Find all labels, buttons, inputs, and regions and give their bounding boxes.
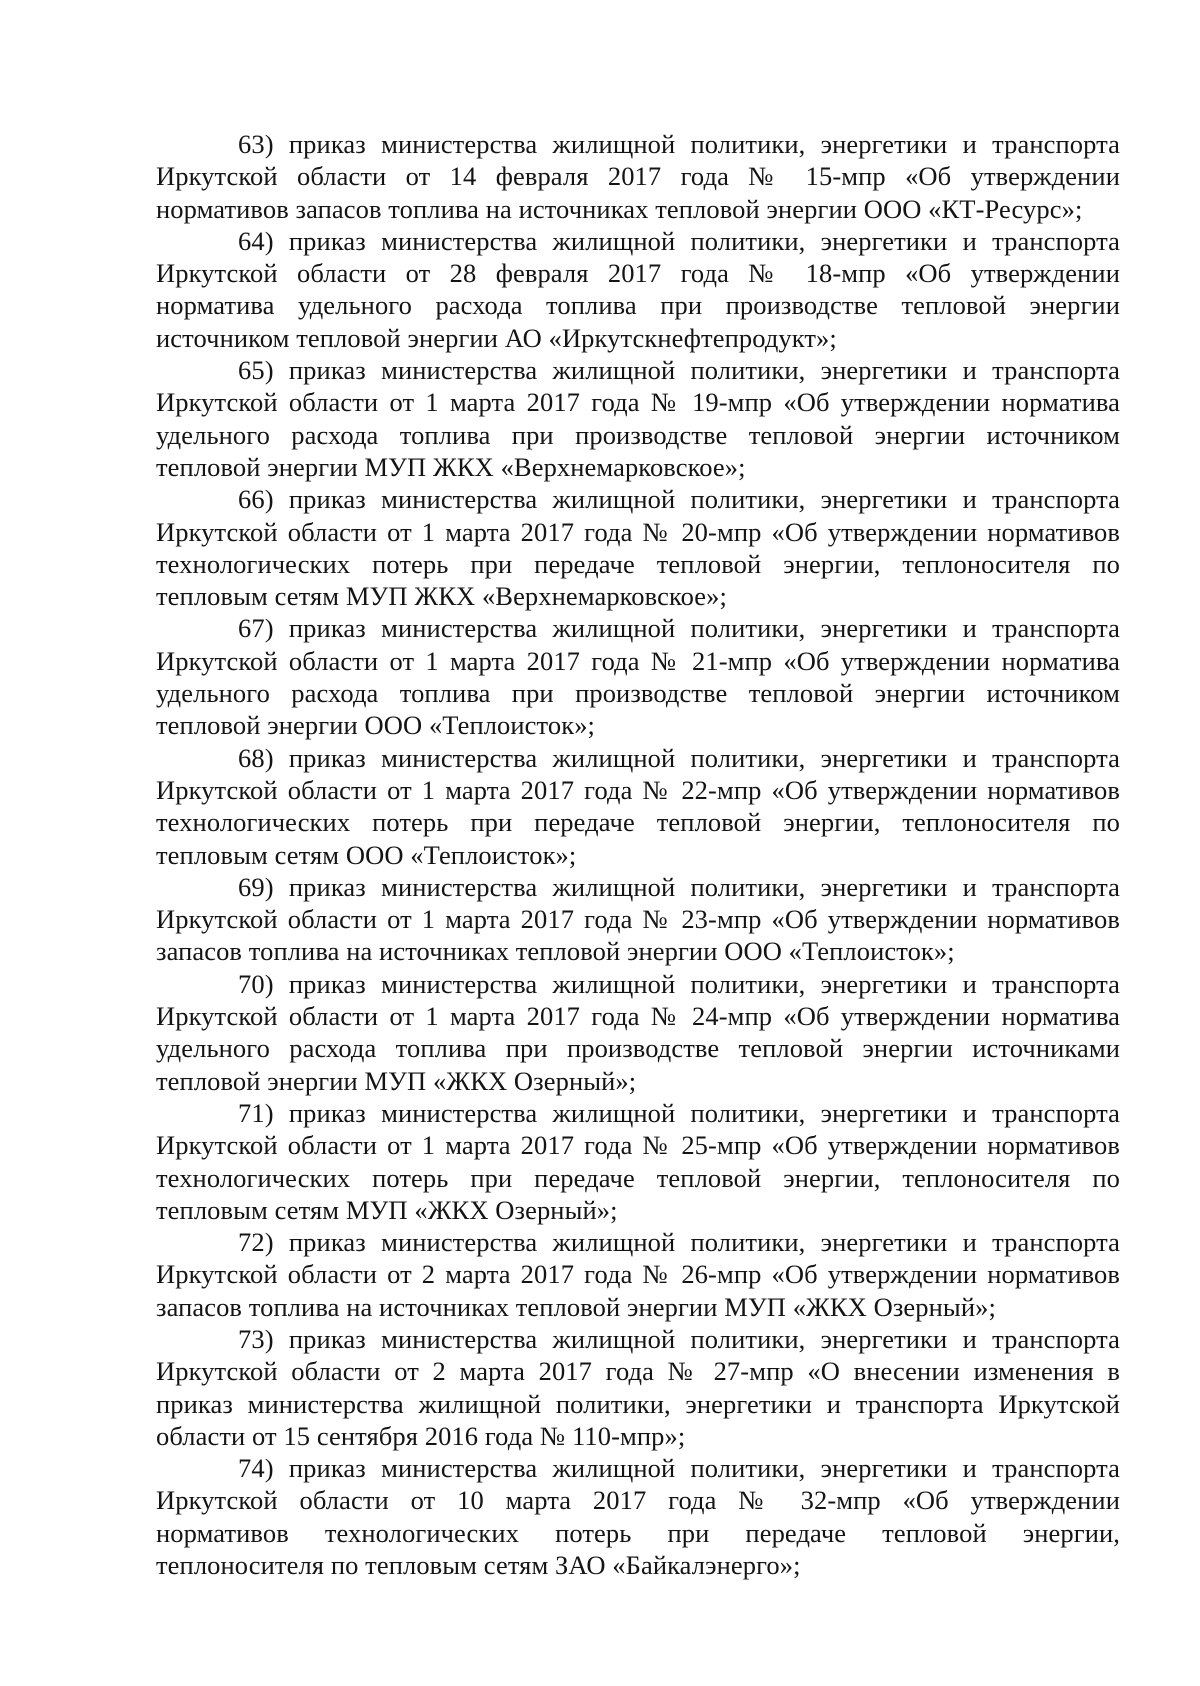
text-line: технологических потерь при передаче тепловой энергии, теплоносителя по	[156, 807, 1120, 838]
text-line: 74) приказ министерства жилищной политики, энергетики и транспорта	[238, 1453, 1120, 1484]
text-line: тепловым сетям МУП ЖКХ «Верхнемарковское»;	[156, 581, 727, 612]
text-line: 72) приказ министерства жилищной политики, энергетики и транспорта	[238, 1227, 1120, 1258]
text-line: технологических потерь при передаче тепловой энергии, теплоносителя по	[156, 548, 1120, 579]
text-line: удельного расхода топлива при производстве тепловой энергии источником	[156, 678, 1120, 709]
list-item	[156, 742, 1120, 871]
text-line: тепловой энергии МУП ЖКХ «Верхнемарковское»;	[156, 451, 746, 482]
text-line: приказ министерства жилищной политики, энергетики и транспорта Иркутской	[156, 1388, 1120, 1419]
text-line: Иркутской области от 1 марта 2017 года № 21-мпр «Об утверждении норматива	[156, 645, 1120, 676]
text-line: Иркутской области от 1 марта 2017 года № 23-мпр «Об утверждении нормативов	[156, 904, 1120, 935]
text-line: запасов топлива на источниках тепловой энергии МУП «ЖКХ Озерный»;	[156, 1291, 996, 1322]
text-line: Иркутской области от 28 февраля 2017 года № 18-мпр «Об утверждении	[156, 258, 1120, 289]
list-item	[156, 483, 1120, 612]
list-item	[156, 968, 1120, 1097]
text-line: тепловой энергии ООО «Теплоисток»;	[156, 710, 596, 741]
list-item	[156, 871, 1120, 968]
text-line: Иркутской области от 1 марта 2017 года № 19-мпр «Об утверждении норматива	[156, 387, 1120, 418]
text-line: Иркутской области от 1 марта 2017 года № 22-мпр «Об утверждении нормативов	[156, 774, 1120, 805]
text-line: Иркутской области от 14 февраля 2017 года № 15-мпр «Об утверждении	[156, 161, 1120, 192]
text-line: Иркутской области от 2 марта 2017 года № 27-мпр «О внесении изменения в	[156, 1356, 1120, 1387]
list-item	[156, 128, 1120, 225]
text-line: 69) приказ министерства жилищной политики, энергетики и транспорта	[238, 871, 1120, 902]
list-item	[156, 1226, 1120, 1323]
text-line: 68) приказ министерства жилищной политики, энергетики и транспорта	[238, 742, 1120, 773]
text-line: 67) приказ министерства жилищной политики, энергетики и транспорта	[238, 613, 1120, 644]
list-item	[156, 225, 1120, 354]
text-line: технологических потерь при передаче тепловой энергии, теплоносителя по	[156, 1162, 1120, 1193]
text-line: тепловой энергии МУП «ЖКХ Озерный»;	[156, 1065, 637, 1096]
text-line: 66) приказ министерства жилищной политики, энергетики и транспорта	[238, 484, 1120, 515]
text-line: теплоносителя по тепловым сетям ЗАО «Байкалэнерго»;	[156, 1550, 801, 1581]
list-item	[156, 1452, 1120, 1581]
text-line: 63) приказ министерства жилищной политики, энергетики и транспорта	[238, 129, 1120, 159]
text-line: удельного расхода топлива при производстве тепловой энергии источниками	[156, 1033, 1120, 1064]
text-line: Иркутской области от 1 марта 2017 года № 20-мпр «Об утверждении нормативов	[156, 516, 1120, 547]
text-line: нормативов запасов топлива на источниках тепловой энергии ООО «КТ-Ресурс»;	[156, 193, 1083, 224]
text-line: 73) приказ министерства жилищной политики, энергетики и транспорта	[238, 1323, 1120, 1354]
list-item	[156, 612, 1120, 741]
text-line: 71) приказ министерства жилищной политики, энергетики и транспорта	[238, 1097, 1120, 1128]
text-line: тепловым сетям ООО «Теплоисток»;	[156, 839, 577, 870]
text-line: 70) приказ министерства жилищной политики, энергетики и транспорта	[238, 968, 1120, 999]
text-line: области от 15 сентября 2016 года № 110-мпр»;	[156, 1420, 686, 1451]
text-line: 64) приказ министерства жилищной политики, энергетики и транспорта	[238, 225, 1120, 256]
text-line: Иркутской области от 2 марта 2017 года № 26-мпр «Об утверждении нормативов	[156, 1259, 1120, 1290]
text-line: норматива удельного расхода топлива при производстве тепловой энергии	[156, 290, 1120, 321]
text-line: запасов топлива на источниках тепловой энергии ООО «Теплоисток»;	[156, 936, 955, 967]
text-line: тепловым сетям МУП «ЖКХ Озерный»;	[156, 1194, 618, 1225]
text-line: 65) приказ министерства жилищной политики, энергетики и транспорта	[238, 355, 1120, 386]
document-body	[156, 128, 1120, 1581]
text-line: источником тепловой энергии АО «Иркутскнефтепродукт»;	[156, 322, 837, 353]
list-item	[156, 354, 1120, 483]
text-line: Иркутской области от 1 марта 2017 года № 24-мпр «Об утверждении норматива	[156, 1001, 1120, 1032]
text-line: удельного расхода топлива при производстве тепловой энергии источником	[156, 419, 1120, 450]
list-item	[156, 1323, 1120, 1452]
text-line: Иркутской области от 10 марта 2017 года № 32-мпр «Об утверждении	[156, 1485, 1120, 1516]
list-item	[156, 1097, 1120, 1226]
text-line: нормативов технологических потерь при передаче тепловой энергии,	[156, 1517, 1120, 1548]
text-line: Иркутской области от 1 марта 2017 года № 25-мпр «Об утверждении нормативов	[156, 1130, 1120, 1161]
